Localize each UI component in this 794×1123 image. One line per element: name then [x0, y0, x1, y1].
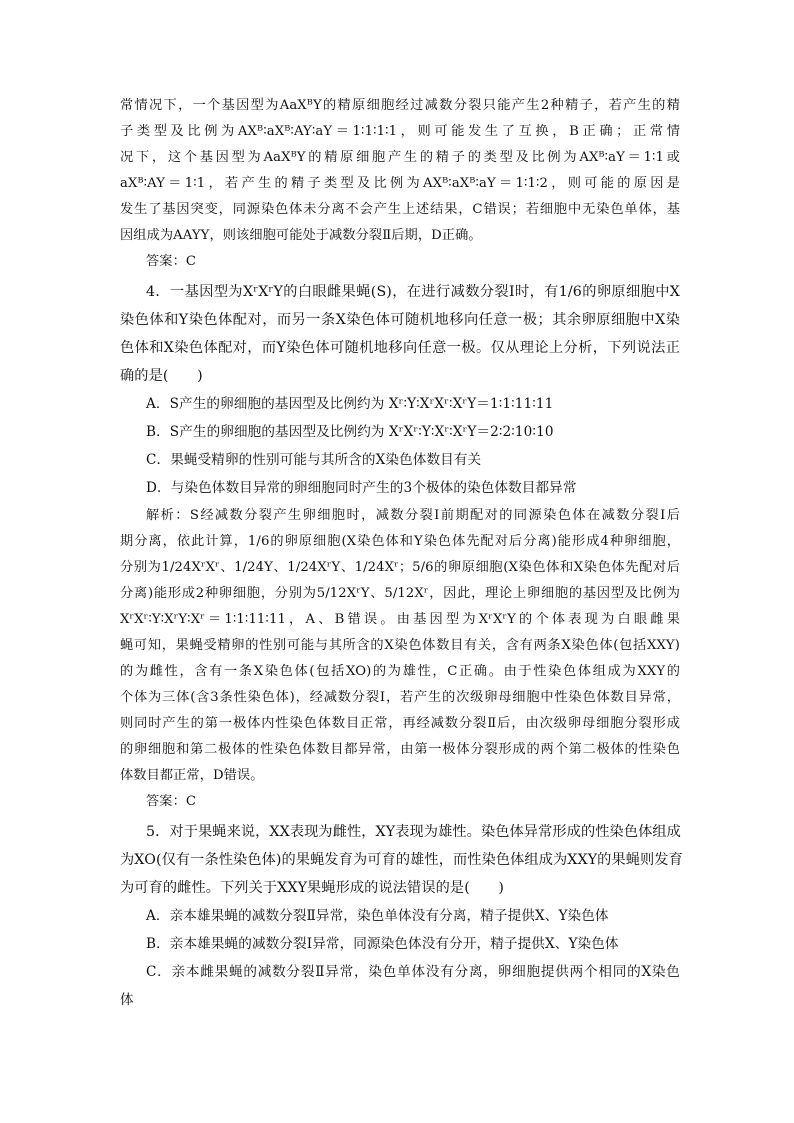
q4-explanation-line-3: 分别为1/24XʳXʳ、1/24Y、1/24XʳY、1/24Xʳ；5/6的卵原细胞(X染色体和X染色体先配对后: [120, 560, 680, 575]
q4-explanation-line-5: XʳXʳ∶Y∶XʳY∶Xʳ＝1∶1∶11∶11，A、B错误。由基因型为XʳXʳY的个体表现为白眼雌果: [120, 612, 680, 627]
q4-stem-line-4: 确的是( ): [120, 368, 203, 384]
q4-explanation-line-8: 个体为三体(含3条性染色体)，经减数分裂Ⅰ，若产生的次级卵母细胞中性染色体数目异常，: [120, 690, 680, 705]
prev-explanation-line-1: 常情况下，一个基因型为AaXᴮY的精原细胞经过减数分裂只能产生2种精子，若产生的精: [120, 98, 680, 113]
q4-answer: 答案：C: [146, 794, 197, 809]
q4-option-a: A．S产生的卵细胞的基因型及比例约为 Xʳ∶Y∶XʳXʳ∶XʳY＝1∶1∶11∶11: [146, 396, 554, 412]
q4-explanation-line-10: 的卵细胞和第二极体的性染色体数目都异常，由第一极体分裂形成的两个第二极体的性染色: [120, 742, 680, 757]
prev-explanation-line-6: 因组成为AAYY，则该细胞可能处于减数分裂Ⅱ后期，D正确。: [120, 228, 482, 243]
q4-explanation-line-9: 则同时产生的第一极体内性染色体数目正常，再经减数分裂Ⅱ后，由次级卵母细胞分裂形成: [120, 716, 680, 731]
q4-stem-line-1: 4．一基因型为XʳXʳY的白眼雌果蝇(S)，在进行减数分裂Ⅰ时，有1/6的卵原细胞中X: [146, 284, 680, 300]
q4-explanation-line-4: 分离)能形成2种卵细胞，分别为5/12XʳY、5/12Xʳ，因此，理论上卵细胞的基因型及比例为: [120, 586, 680, 601]
q4-option-c: C．果蝇受精卵的性别可能与其所含的X染色体数目有关: [146, 452, 482, 468]
q4-explanation-line-6: 蝇可知，果蝇受精卵的性别可能与其所含的X染色体数目有关，含有两条X染色体(包括XXY): [120, 638, 680, 653]
prev-explanation-line-5: 发生了基因突变，同源染色体未分离不会产生上述结果，C错误；若细胞中无染色单体，基: [120, 202, 680, 217]
prev-answer: 答案：C: [146, 254, 197, 269]
prev-explanation-line-3: 况下，这个基因型为AaXᴮY的精原细胞产生的精子的类型及比例为AXᴮ∶aY＝1∶1或: [120, 150, 680, 165]
q4-explanation-line-7: 的为雌性，含有一条X染色体(包括XO)的为雄性，C正确。由于性染色体组成为XXY的: [120, 664, 680, 679]
q5-stem-line-2: 为XO(仅有一条性染色体)的果蝇发育为可育的雄性，而性染色体组成为XXY的果蝇则发育: [120, 852, 683, 868]
q5-option-a: A．亲本雄果蝇的减数分裂Ⅱ异常，染色单体没有分离，精子提供X、Y染色体: [146, 908, 609, 924]
prev-explanation-line-2: 子类型及比例为AXᴮ∶aXᴮ∶AY∶aY＝1∶1∶1∶1，则可能发生了互换，B正确；正常情: [120, 124, 680, 139]
q4-option-d: D．与染色体数目异常的卵细胞同时产生的3个极体的染色体数目都异常: [146, 480, 577, 496]
q4-stem-line-3: 色体和X染色体配对，而Y染色体可随机地移向任意一极。仅从理论上分析，下列说法正: [120, 340, 680, 356]
q4-option-b: B．S产生的卵细胞的基因型及比例约为 XʳXʳ∶Y∶Xʳ∶XʳY＝2∶2∶10∶10: [146, 424, 554, 440]
q4-explanation-line-11: 体数目都正常，D错误。: [120, 768, 264, 783]
q5-option-c-continuation: 体: [120, 992, 134, 1008]
q4-explanation-line-2: 期分离，依此计算，1/6的卵原细胞(X染色体和Y染色体先配对后分离)能形成4种卵细胞，: [120, 534, 680, 549]
q5-stem-line-1: 5．对于果蝇来说，XX表现为雌性，XY表现为雄性。染色体异常形成的性染色体组成: [146, 824, 681, 840]
q4-explanation-line-1: 解析：S经减数分裂产生卵细胞时，减数分裂Ⅰ前期配对的同源染色体在减数分裂Ⅰ后: [146, 508, 680, 523]
q5-stem-line-3: 为可育的雌性。下列关于XXY果蝇形成的说法错误的是( ): [120, 880, 505, 896]
q5-option-b: B．亲本雄果蝇的减数分裂Ⅰ异常，同源染色体没有分开，精子提供X、Y染色体: [146, 936, 619, 952]
q5-option-c: C．亲本雌果蝇的减数分裂Ⅱ异常，染色单体没有分离，卵细胞提供两个相同的X染色: [146, 964, 680, 980]
prev-explanation-line-4: aXᴮ∶AY＝1∶1，若产生的精子类型及比例为AXᴮ∶aXᴮ∶aY＝1∶1∶2，则可能的原因是: [120, 176, 680, 191]
q4-stem-line-2: 染色体和Y染色体配对，而另一条X染色体可随机地移向任意一极；其余卵原细胞中X染: [120, 312, 680, 328]
